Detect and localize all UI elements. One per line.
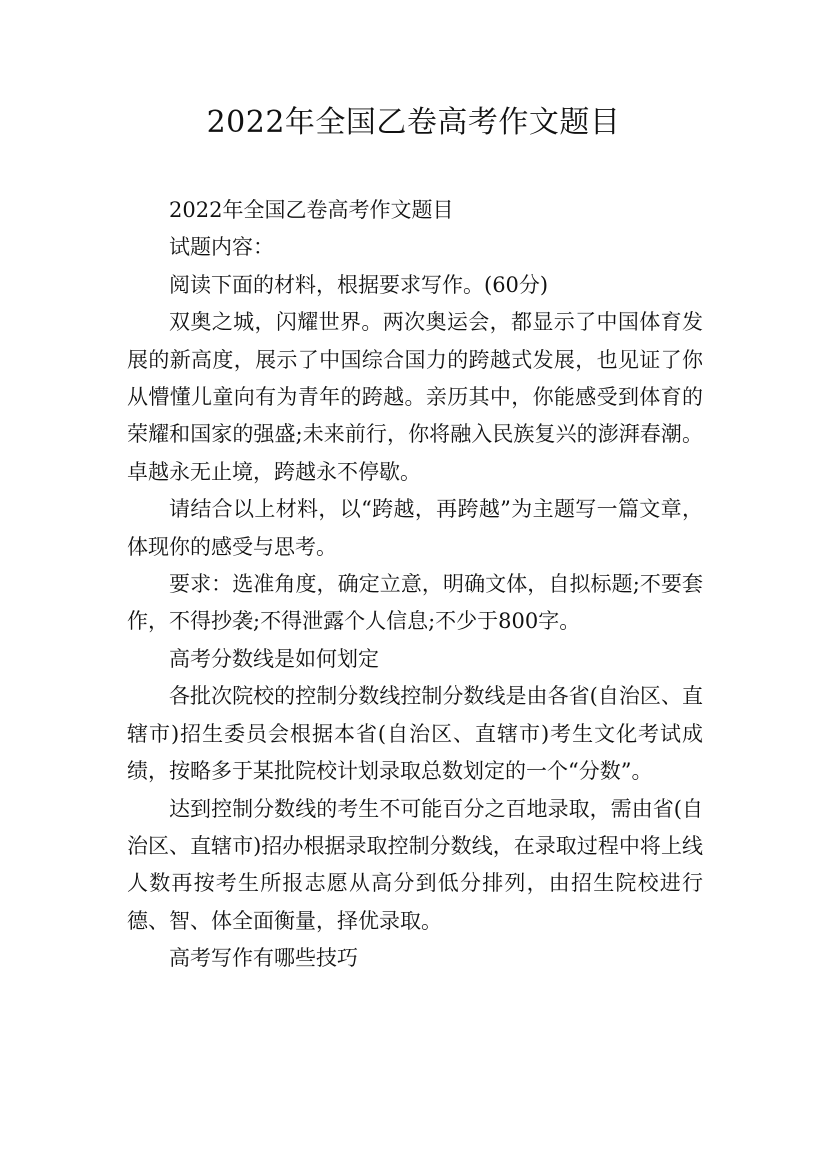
paragraph-admission-process: 达到控制分数线的考生不可能百分之百地录取，需由省(自治区、直辖市)招办根据录取控制分数线，在录取过程中将上线人数再按考生所报志愿从高分到低分排列，由招生院校进行德、智、体全面衡量，择优录取。 [127,796,703,933]
document-title: 2022年全国乙卷高考作文题目 [206,105,621,140]
paragraph-subheading-score-line: 高考分数线是如何划定 [169,646,379,671]
paragraph-prompt: 请结合以上材料，以“跨越，再跨越”为主题写一篇文章，体现你的感受与思考。 [127,497,703,559]
paragraph-requirements: 要求：选准角度，确定立意，明确文体，自拟标题;不要套作，不得抄袭;不得泄露个人信息;不少于800字。 [127,572,703,634]
paragraph-score-line-definition: 各批次院校的控制分数线控制分数线是由各省(自治区、直辖市)招生委员会根据本省(自治区、直辖市)考生文化考试成绩，按略多于某批院校计划录取总数划定的一个“分数”。 [127,684,703,784]
document-body [127,192,703,978]
paragraph-instructions: 阅读下面的材料，根据要求写作。(60分) [169,272,549,297]
paragraph-material: 双奥之城，闪耀世界。两次奥运会，都显示了中国体育发展的新高度，展示了中国综合国力的跨越式发展，也见证了你从懵懂儿童向有为青年的跨越。亲历其中，你能感受到体育的荣耀和国家的强盛;未来前行，你将融入民族复兴的澎湃春潮。卓越永无止境，跨越永不停歇。 [127,310,703,484]
paragraph-subheading-writing-tips: 高考写作有哪些技巧 [169,946,358,971]
paragraph-question-label: 试题内容： [169,235,274,260]
paragraph-heading: 2022年全国乙卷高考作文题目 [169,198,454,222]
